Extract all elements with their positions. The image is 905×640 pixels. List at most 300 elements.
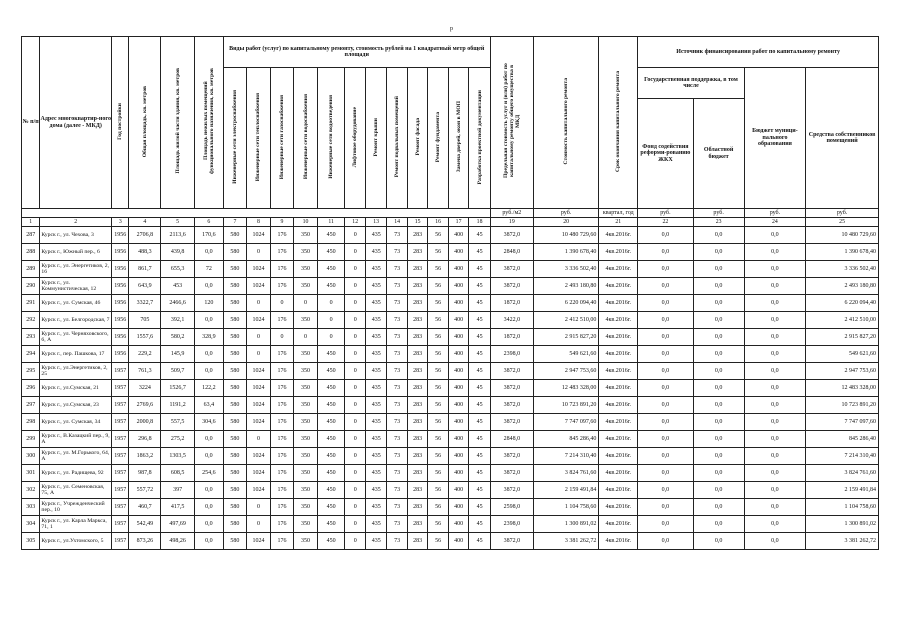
fund-cell: 0,0 — [638, 499, 693, 516]
year-cell: 1956 — [112, 346, 129, 363]
total-area-cell: 460,7 — [129, 499, 161, 516]
work-cost-cell: 435 — [365, 431, 387, 448]
nonres-area-cell: 0,0 — [194, 363, 223, 380]
work-cost-cell: 450 — [317, 261, 345, 278]
living-area-cell: 655,3 — [161, 261, 195, 278]
limit-cost-cell: 1872,0 — [490, 295, 533, 312]
repair-cost-cell: 1 104 758,60 — [533, 499, 599, 516]
limit-cost-cell: 3872,0 — [490, 465, 533, 482]
work-cost-cell: 283 — [407, 431, 427, 448]
repair-cost-cell: 3 336 502,40 — [533, 261, 599, 278]
row-number: 302 — [22, 482, 40, 499]
year-cell: 1956 — [112, 278, 129, 295]
repair-cost-cell: 12 483 328,00 — [533, 380, 599, 397]
column-number: 6 — [194, 218, 223, 227]
work-cost-cell: 0 — [247, 329, 271, 346]
limit-cost-cell: 3872,0 — [490, 227, 533, 244]
nonres-area-cell: 0,0 — [194, 312, 223, 329]
state-support-header: Государственная поддержка, в том числе — [638, 68, 744, 99]
work-cost-cell: 56 — [428, 244, 448, 261]
work-cost-cell: 1024 — [247, 397, 271, 414]
address-cell: Курск г., Учрежденческий пер., 10 — [40, 499, 112, 516]
own-funds-cell: 3 336 502,40 — [806, 261, 879, 278]
column-number: 24 — [744, 218, 805, 227]
work-cost-cell: 0 — [345, 295, 365, 312]
work-cost-cell: 0 — [345, 380, 365, 397]
col-repair-cost-header: Стоимость капитального ремонта — [533, 37, 599, 209]
work-cost-cell: 283 — [407, 448, 427, 465]
work-cost-cell: 73 — [387, 244, 407, 261]
work-cost-cell: 0 — [270, 295, 294, 312]
year-cell: 1957 — [112, 482, 129, 499]
col-fund-header: Фонд содействия реформи-рованию ЖКХ — [638, 99, 693, 209]
work-cost-cell: 45 — [469, 516, 491, 533]
work-cost-cell: 176 — [270, 346, 294, 363]
column-number: 21 — [599, 218, 638, 227]
capital-repair-table — [21, 36, 879, 550]
unit-municipal: руб. — [744, 209, 805, 218]
unit-limit: руб./м2 — [490, 209, 533, 218]
column-number: 2 — [40, 218, 112, 227]
work-cost-cell: 450 — [317, 414, 345, 431]
nonres-area-cell: 0,0 — [194, 516, 223, 533]
nonres-area-cell: 120 — [194, 295, 223, 312]
table-row — [22, 482, 879, 499]
own-funds-cell: 2 493 180,80 — [806, 278, 879, 295]
row-number: 299 — [22, 431, 40, 448]
work-cost-cell: 73 — [387, 363, 407, 380]
regional-cell: 0,0 — [693, 363, 744, 380]
repair-cost-cell: 7 214 310,40 — [533, 448, 599, 465]
deadline-cell: 4кв.2016г. — [599, 295, 638, 312]
work-cost-cell: 45 — [469, 244, 491, 261]
work-cost-cell: 580 — [223, 397, 247, 414]
regional-cell: 0,0 — [693, 295, 744, 312]
address-cell: Курск г., ул. Сумская, 46 — [40, 295, 112, 312]
fund-cell: 0,0 — [638, 329, 693, 346]
work-cost-cell: 283 — [407, 465, 427, 482]
table-row — [22, 397, 879, 414]
total-area-cell: 3224 — [129, 380, 161, 397]
work-cost-cell: 400 — [448, 329, 468, 346]
work-cost-cell: 580 — [223, 261, 247, 278]
year-cell: 1956 — [112, 227, 129, 244]
total-area-cell: 229,2 — [129, 346, 161, 363]
municipal-cell: 0,0 — [744, 414, 805, 431]
living-area-cell: 497,69 — [161, 516, 195, 533]
work-cost-cell: 0 — [247, 516, 271, 533]
work-cost-cell: 435 — [365, 516, 387, 533]
work-cost-cell: 73 — [387, 533, 407, 550]
address-cell: Курск г., ул. Радищева, 92 — [40, 465, 112, 482]
row-number: 300 — [22, 448, 40, 465]
table-row — [22, 431, 879, 448]
living-area-cell: 2113,6 — [161, 227, 195, 244]
total-area-cell: 557,72 — [129, 482, 161, 499]
work-cost-cell: 580 — [223, 448, 247, 465]
total-area-cell: 542,49 — [129, 516, 161, 533]
repair-cost-cell: 549 621,60 — [533, 346, 599, 363]
own-funds-cell: 10 480 729,60 — [806, 227, 879, 244]
total-area-cell: 3322,7 — [129, 295, 161, 312]
municipal-cell: 0,0 — [744, 261, 805, 278]
column-number: 12 — [345, 218, 365, 227]
row-number: 304 — [22, 516, 40, 533]
nonres-area-cell: 0,0 — [194, 533, 223, 550]
address-cell: Курск г., ул. Семеновская, 75, А — [40, 482, 112, 499]
work-cost-cell: 176 — [270, 533, 294, 550]
repair-cost-cell: 2 947 753,60 — [533, 363, 599, 380]
municipal-cell: 0,0 — [744, 431, 805, 448]
address-cell: Курск г., ул.Ухтомского, 5 — [40, 533, 112, 550]
repair-cost-cell: 10 480 729,60 — [533, 227, 599, 244]
work-cost-cell: 45 — [469, 346, 491, 363]
table-row — [22, 227, 879, 244]
deadline-cell: 4кв.2016г. — [599, 397, 638, 414]
municipal-cell: 0,0 — [744, 380, 805, 397]
work-cost-cell: 0 — [345, 227, 365, 244]
work-cost-cell: 350 — [294, 261, 318, 278]
work-cost-cell: 0 — [247, 431, 271, 448]
work-cost-cell: 56 — [428, 397, 448, 414]
work-cost-cell: 73 — [387, 482, 407, 499]
nonres-area-cell: 254,6 — [194, 465, 223, 482]
work-cost-cell: 435 — [365, 448, 387, 465]
work-cost-cell: 45 — [469, 380, 491, 397]
living-area-cell: 1526,7 — [161, 380, 195, 397]
total-area-cell: 296,8 — [129, 431, 161, 448]
municipal-cell: 0,0 — [744, 499, 805, 516]
work-cost-cell: 580 — [223, 516, 247, 533]
nonres-area-cell: 63,4 — [194, 397, 223, 414]
work-cost-cell: 283 — [407, 227, 427, 244]
work-cost-cell: 176 — [270, 278, 294, 295]
work-cost-cell: 0 — [345, 312, 365, 329]
repair-cost-cell: 1 300 891,02 — [533, 516, 599, 533]
address-cell: Курск г., ул. Сумская, 34 — [40, 414, 112, 431]
limit-cost-cell: 3422,0 — [490, 312, 533, 329]
address-cell: Курск г., ул.Сумская, 23 — [40, 397, 112, 414]
work-cost-cell: 56 — [428, 448, 448, 465]
work-cost-cell: 435 — [365, 346, 387, 363]
col-work-facade-header: Ремонт фасада — [407, 68, 427, 209]
deadline-cell: 4кв.2016г. — [599, 346, 638, 363]
deadline-cell: 4кв.2016г. — [599, 329, 638, 346]
own-funds-cell: 1 300 891,02 — [806, 516, 879, 533]
work-cost-cell: 400 — [448, 227, 468, 244]
work-cost-cell: 73 — [387, 346, 407, 363]
work-cost-cell: 0 — [294, 329, 318, 346]
work-cost-cell: 400 — [448, 312, 468, 329]
work-cost-cell: 400 — [448, 397, 468, 414]
table-row — [22, 329, 879, 346]
year-cell: 1956 — [112, 244, 129, 261]
deadline-cell: 4кв.2016г. — [599, 465, 638, 482]
regional-cell: 0,0 — [693, 346, 744, 363]
limit-cost-cell: 2398,0 — [490, 516, 533, 533]
limit-cost-cell: 2848,0 — [490, 431, 533, 448]
work-cost-cell: 400 — [448, 448, 468, 465]
work-cost-cell: 580 — [223, 244, 247, 261]
units-spacer — [22, 209, 491, 218]
work-cost-cell: 400 — [448, 516, 468, 533]
work-cost-cell: 0 — [317, 312, 345, 329]
column-number: 22 — [638, 218, 693, 227]
work-cost-cell: 1024 — [247, 533, 271, 550]
work-cost-cell: 400 — [448, 261, 468, 278]
works-group-header: Виды работ (услуг) по капитальному ремонту, стоимость рублей на 1 квадратный метр общей площади — [223, 37, 490, 68]
work-cost-cell: 73 — [387, 295, 407, 312]
column-number: 5 — [161, 218, 195, 227]
table-row — [22, 244, 879, 261]
work-cost-cell: 435 — [365, 482, 387, 499]
work-cost-cell: 56 — [428, 227, 448, 244]
work-cost-cell: 56 — [428, 278, 448, 295]
work-cost-cell: 45 — [469, 414, 491, 431]
work-cost-cell: 45 — [469, 482, 491, 499]
work-cost-cell: 580 — [223, 278, 247, 295]
work-cost-cell: 283 — [407, 363, 427, 380]
fund-cell: 0,0 — [638, 465, 693, 482]
total-area-cell: 1863,2 — [129, 448, 161, 465]
work-cost-cell: 450 — [317, 448, 345, 465]
fund-cell: 0,0 — [638, 227, 693, 244]
regional-cell: 0,0 — [693, 380, 744, 397]
table-row — [22, 363, 879, 380]
nonres-area-cell: 0,0 — [194, 278, 223, 295]
work-cost-cell: 435 — [365, 499, 387, 516]
work-cost-cell: 73 — [387, 448, 407, 465]
row-number: 289 — [22, 261, 40, 278]
col-living-area-header: Площадь жилой части здания, кв. метров — [161, 37, 195, 209]
work-cost-cell: 450 — [317, 516, 345, 533]
work-cost-cell: 435 — [365, 312, 387, 329]
deadline-cell: 4кв.2016г. — [599, 516, 638, 533]
deadline-cell: 4кв.2016г. — [599, 533, 638, 550]
unit-regional: руб. — [693, 209, 744, 218]
repair-cost-cell: 7 747 097,60 — [533, 414, 599, 431]
work-cost-cell: 45 — [469, 312, 491, 329]
regional-cell: 0,0 — [693, 431, 744, 448]
work-cost-cell: 435 — [365, 329, 387, 346]
address-cell: Курск г., Южный пер., 6 — [40, 244, 112, 261]
municipal-cell: 0,0 — [744, 312, 805, 329]
work-cost-cell: 45 — [469, 499, 491, 516]
own-funds-cell: 7 747 097,60 — [806, 414, 879, 431]
work-cost-cell: 450 — [317, 278, 345, 295]
work-cost-cell: 176 — [270, 261, 294, 278]
own-funds-cell: 1 104 758,60 — [806, 499, 879, 516]
row-number: 295 — [22, 363, 40, 380]
table-row — [22, 380, 879, 397]
regional-cell: 0,0 — [693, 329, 744, 346]
municipal-cell: 0,0 — [744, 533, 805, 550]
fund-cell: 0,0 — [638, 431, 693, 448]
living-area-cell: 275,2 — [161, 431, 195, 448]
nonres-area-cell: 328,9 — [194, 329, 223, 346]
work-cost-cell: 45 — [469, 533, 491, 550]
row-number: 296 — [22, 380, 40, 397]
work-cost-cell: 45 — [469, 448, 491, 465]
living-area-cell: 453 — [161, 278, 195, 295]
regional-cell: 0,0 — [693, 227, 744, 244]
total-area-cell: 1557,6 — [129, 329, 161, 346]
work-cost-cell: 0 — [317, 295, 345, 312]
column-numbers-row — [22, 218, 879, 227]
municipal-cell: 0,0 — [744, 346, 805, 363]
work-cost-cell: 0 — [345, 448, 365, 465]
deadline-cell: 4кв.2016г. — [599, 448, 638, 465]
year-cell: 1957 — [112, 516, 129, 533]
work-cost-cell: 0 — [345, 533, 365, 550]
work-cost-cell: 400 — [448, 465, 468, 482]
work-cost-cell: 350 — [294, 533, 318, 550]
nonres-area-cell: 0,0 — [194, 482, 223, 499]
limit-cost-cell: 3872,0 — [490, 414, 533, 431]
address-cell: Курск г., ул.Энергетиков, 2, 25 — [40, 363, 112, 380]
work-cost-cell: 176 — [270, 465, 294, 482]
repair-cost-cell: 2 915 827,20 — [533, 329, 599, 346]
address-cell: Курск г., ул. Энергетиков, 2, 16 — [40, 261, 112, 278]
work-cost-cell: 350 — [294, 499, 318, 516]
unit-deadline: квартал, год — [599, 209, 638, 218]
work-cost-cell: 0 — [345, 465, 365, 482]
work-cost-cell: 350 — [294, 346, 318, 363]
work-cost-cell: 1024 — [247, 363, 271, 380]
work-cost-cell: 435 — [365, 414, 387, 431]
address-cell: Курск г., ул. Чехова, 3 — [40, 227, 112, 244]
work-cost-cell: 435 — [365, 295, 387, 312]
work-cost-cell: 350 — [294, 363, 318, 380]
page-number: p — [450, 26, 453, 32]
fund-cell: 0,0 — [638, 346, 693, 363]
living-area-cell: 392,1 — [161, 312, 195, 329]
year-cell: 1957 — [112, 465, 129, 482]
work-cost-cell: 450 — [317, 397, 345, 414]
work-cost-cell: 1024 — [247, 227, 271, 244]
work-cost-cell: 435 — [365, 261, 387, 278]
column-number: 4 — [129, 218, 161, 227]
column-number: 17 — [448, 218, 468, 227]
address-cell: Курск г., ул. Коммунистическая, 12 — [40, 278, 112, 295]
deadline-cell: 4кв.2016г. — [599, 499, 638, 516]
work-cost-cell: 45 — [469, 227, 491, 244]
own-funds-cell: 3 381 262,72 — [806, 533, 879, 550]
work-cost-cell: 45 — [469, 278, 491, 295]
own-funds-cell: 549 621,60 — [806, 346, 879, 363]
address-cell: Курск г., ул. М.Горького, 64, А — [40, 448, 112, 465]
work-cost-cell: 0 — [345, 482, 365, 499]
fund-cell: 0,0 — [638, 380, 693, 397]
repair-cost-cell: 3 381 262,72 — [533, 533, 599, 550]
work-cost-cell: 435 — [365, 363, 387, 380]
fund-cell: 0,0 — [638, 295, 693, 312]
deadline-cell: 4кв.2016г. — [599, 363, 638, 380]
work-cost-cell: 73 — [387, 465, 407, 482]
repair-cost-cell: 1 390 678,40 — [533, 244, 599, 261]
col-work-gas-header: Инженерные сети газоснабжения — [270, 68, 294, 209]
work-cost-cell: 73 — [387, 499, 407, 516]
work-cost-cell: 350 — [294, 278, 318, 295]
work-cost-cell: 176 — [270, 380, 294, 397]
work-cost-cell: 435 — [365, 227, 387, 244]
address-cell: Курск г., ул. Карла Маркса, 71, 1 — [40, 516, 112, 533]
table-row — [22, 465, 879, 482]
work-cost-cell: 283 — [407, 346, 427, 363]
living-area-cell: 1303,5 — [161, 448, 195, 465]
own-funds-cell: 1 390 678,40 — [806, 244, 879, 261]
regional-cell: 0,0 — [693, 278, 744, 295]
work-cost-cell: 176 — [270, 431, 294, 448]
limit-cost-cell: 2848,0 — [490, 244, 533, 261]
work-cost-cell: 580 — [223, 533, 247, 550]
work-cost-cell: 73 — [387, 397, 407, 414]
living-area-cell: 1191,2 — [161, 397, 195, 414]
work-cost-cell: 1024 — [247, 465, 271, 482]
nonres-area-cell: 0,0 — [194, 431, 223, 448]
own-funds-cell: 2 915 827,20 — [806, 329, 879, 346]
work-cost-cell: 400 — [448, 346, 468, 363]
work-cost-cell: 1024 — [247, 414, 271, 431]
work-cost-cell: 176 — [270, 482, 294, 499]
work-cost-cell: 176 — [270, 499, 294, 516]
work-cost-cell: 283 — [407, 278, 427, 295]
work-cost-cell: 1024 — [247, 312, 271, 329]
work-cost-cell: 350 — [294, 397, 318, 414]
row-number: 293 — [22, 329, 40, 346]
column-number: 25 — [806, 218, 879, 227]
municipal-cell: 0,0 — [744, 448, 805, 465]
municipal-cell: 0,0 — [744, 227, 805, 244]
table-row — [22, 414, 879, 431]
work-cost-cell: 0 — [247, 346, 271, 363]
own-funds-cell: 3 824 761,60 — [806, 465, 879, 482]
limit-cost-cell: 1872,0 — [490, 329, 533, 346]
column-number: 7 — [223, 218, 247, 227]
work-cost-cell: 350 — [294, 431, 318, 448]
work-cost-cell: 0 — [345, 346, 365, 363]
total-area-cell: 873,26 — [129, 533, 161, 550]
nonres-area-cell: 170,6 — [194, 227, 223, 244]
work-cost-cell: 283 — [407, 295, 427, 312]
work-cost-cell: 283 — [407, 380, 427, 397]
work-cost-cell: 435 — [365, 465, 387, 482]
work-cost-cell: 1024 — [247, 380, 271, 397]
work-cost-cell: 56 — [428, 465, 448, 482]
deadline-cell: 4кв.2016г. — [599, 431, 638, 448]
row-number: 297 — [22, 397, 40, 414]
col-work-doors-header: Замена дверей, окон в МОП — [448, 68, 468, 209]
regional-cell: 0,0 — [693, 482, 744, 499]
work-cost-cell: 0 — [317, 329, 345, 346]
limit-cost-cell: 3872,0 — [490, 363, 533, 380]
col-work-design-header: Разработка проектной документации — [469, 68, 491, 209]
own-funds-cell: 7 214 310,40 — [806, 448, 879, 465]
work-cost-cell: 580 — [223, 414, 247, 431]
total-area-cell: 488,3 — [129, 244, 161, 261]
regional-cell: 0,0 — [693, 312, 744, 329]
work-cost-cell: 0 — [345, 397, 365, 414]
nonres-area-cell: 304,6 — [194, 414, 223, 431]
work-cost-cell: 350 — [294, 244, 318, 261]
col-nonres-area-header: Площадь нежилых помещений функционального назначения, кв. метров — [194, 37, 223, 209]
column-number: 20 — [533, 218, 599, 227]
work-cost-cell: 450 — [317, 380, 345, 397]
unit-fund: руб. — [638, 209, 693, 218]
table-row — [22, 499, 879, 516]
deadline-cell: 4кв.2016г. — [599, 312, 638, 329]
work-cost-cell: 1024 — [247, 448, 271, 465]
